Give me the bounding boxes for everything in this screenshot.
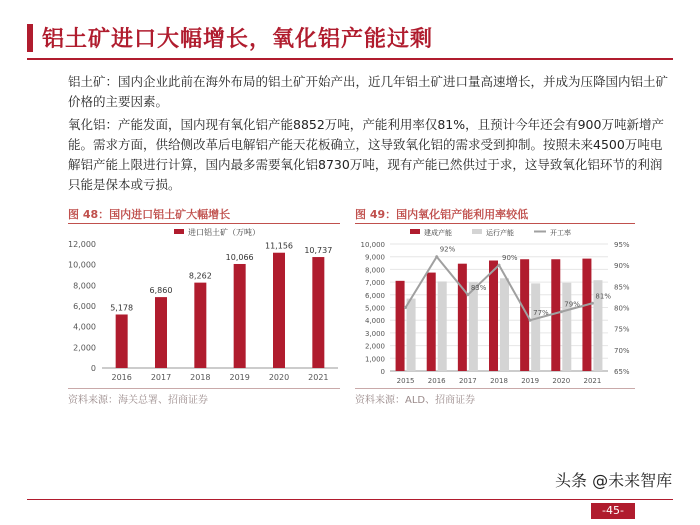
x-tick-label: 2016 [427,377,446,385]
legend-swatch [174,229,184,234]
y-tick-label: 4,000 [364,317,385,326]
title-divider [27,58,673,60]
x-tick-label: 2018 [490,377,508,385]
figure-48-source: 资料来源：海关总署、招商证券 [68,395,208,406]
bar [116,314,128,368]
rate-data-label: 92% [439,245,456,254]
figure-49-title: 图 49：国内氧化铝产能利用率较低 [355,208,529,221]
footer-divider [27,499,673,500]
data-label: 11,156 [265,241,293,251]
y-tick-label: 6,000 [364,291,385,300]
x-tick-label: 2020 [268,373,290,382]
bar [234,264,246,368]
x-tick-label: 2019 [229,373,250,382]
legend-swatch-built [410,229,420,234]
legend-swatch-running [472,229,482,234]
y2-tick-label: 80% [614,304,630,313]
data-label: 8,262 [188,271,212,281]
x-tick-label: 2016 [111,373,132,382]
figure-49-bottom-rule [355,388,635,389]
y-tick-label: 2,000 [364,342,385,351]
legend-label: 建成产能 [424,229,452,237]
legend-label: 运行产能 [486,229,514,237]
rate-data-label: 77% [533,309,549,318]
y-tick-label: 5,000 [364,304,385,313]
y-tick-label: 12,000 [68,240,96,249]
x-tick-label: 2020 [552,377,571,385]
y2-tick-label: 85% [614,283,630,292]
y-tick-label: 9,000 [364,253,385,262]
bar-running-capacity [531,283,540,371]
data-label: 6,860 [149,286,173,296]
bar-running-capacity [500,278,509,371]
rate-point [591,302,594,305]
data-label: 5,178 [110,303,134,313]
x-tick-label: 2021 [308,373,329,382]
data-label: 10,737 [304,246,333,256]
bar [194,283,206,368]
rate-data-label: 79% [564,300,580,309]
bar-built-capacity [427,273,436,371]
page-title: 铝土矿进口大幅增长，氧化铝产能过剩 [42,27,434,52]
bar [312,257,324,368]
data-label: 10,066 [225,252,254,262]
bar [155,297,167,368]
y2-tick-label: 65% [614,368,630,376]
y-tick-label: 6,000 [73,302,96,311]
y-tick-label: 8,000 [73,281,96,291]
x-tick-label: 2017 [150,373,172,382]
y-tick-label: 8,000 [364,266,385,275]
figure-48-title: 图 48：国内进口铝土矿大幅增长 [68,208,231,221]
bauxite-import-chart [62,226,344,386]
y-tick-label: 7,000 [364,279,385,288]
legend-label: 进口铝土矿（万吨） [188,228,260,237]
bar-running-capacity [438,281,447,371]
paragraph-bauxite: 铝土矿：国内企业此前在海外布局的铝土矿开始产出，近几年铝土矿进口量高速增长，并成为压降国内铝土矿价格的主要因素。 [68,74,669,109]
bar-running-capacity [562,283,571,371]
figure-48-title-rule [68,223,340,224]
x-tick-label: 2021 [583,377,602,385]
rate-point [466,293,469,296]
rate-point [560,310,563,313]
figure-49-title-rule [355,223,635,224]
watermark: 头条 @未来智库 [555,471,673,490]
y-tick-label: 10,000 [360,241,385,249]
bar-built-capacity [489,261,498,371]
y-tick-label: 4,000 [73,322,96,332]
rate-data-label: 81% [595,292,611,301]
bar-running-capacity [469,282,478,371]
x-tick-label: 2018 [190,373,211,382]
y-tick-label: 2,000 [73,343,96,353]
figure-48-bottom-rule [68,388,340,389]
y2-tick-label: 75% [614,325,630,334]
rate-data-label: 90% [502,254,518,263]
y-tick-label: 1,000 [364,355,385,364]
y2-tick-label: 70% [614,346,630,355]
bar [273,253,285,368]
x-tick-label: 2017 [458,377,477,385]
bar-built-capacity [458,264,467,371]
bar-built-capacity [582,259,591,371]
bar-running-capacity [407,299,416,371]
figure-49-source: 资料来源：ALD、招商证券 [355,395,476,406]
page-number: -45- [591,503,635,519]
paragraph-alumina: 氧化铝：产能发面，国内现有氧化铝产能8852万吨，产能利用率仅81%，且预计今年还会有900万吨新增产能。需求方面，供给侧改革后电解铝产能天花板确立，这导致氧化铝的需求受到抑制。按照未来4500万吨电解铝产能上限进行计算，国内最多需要氧化铝8730万吨，现有产能已然供过于求，这导致氧化铝环节的利润只能是保本或亏损。 [68,117,664,192]
rate-point [435,255,438,258]
y2-tick-label: 90% [614,262,630,271]
title-accent-bar [27,24,33,52]
x-tick-label: 2019 [521,377,540,385]
y-tick-label: 0 [90,364,96,373]
y2-tick-label: 95% [614,241,630,249]
x-tick-label: 2015 [396,377,415,385]
rate-data-label: 83% [470,283,487,292]
legend-label: 开工率 [550,229,571,237]
rate-point [498,264,501,267]
rate-point [529,319,532,322]
rate-point [404,306,407,309]
y-tick-label: 3,000 [364,329,385,338]
bar-built-capacity [396,281,405,371]
y-tick-label: 10,000 [68,260,96,270]
alumina-capacity-chart [350,226,640,386]
y-tick-label: 0 [380,368,385,376]
